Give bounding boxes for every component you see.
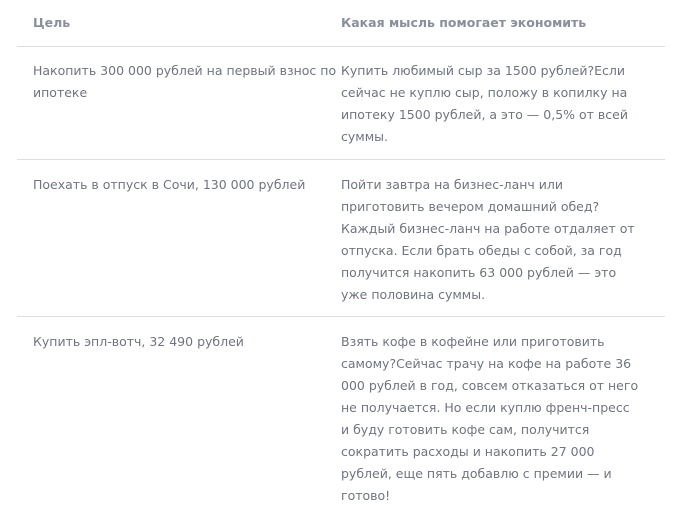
header-thought: Какая мысль помогает экономить: [341, 15, 587, 30]
table-row: [17, 317, 665, 502]
thought-cell: Купить любимый сыр за 1500 рублей?Если сейчас не куплю сыр, положу в копилку на ипотеку 1500 рублей, а это — 0,5% от всей суммы.: [341, 63, 628, 144]
thought-cell: Пойти завтра на бизнес-ланч или приготовить вечером домашний обед?Каждый бизнес-ланч на работе отдаляет от отпуска. Если брать обеды с собой, за год получится накопить 63 000 рублей — это уже половина суммы.: [341, 177, 635, 302]
goal-cell: Накопить 300 000 рублей на первый взнос по ипотеке: [33, 63, 337, 100]
savings-table: [17, 0, 665, 502]
table-row: [17, 160, 665, 317]
table-row: [17, 47, 665, 160]
table-header-row: [17, 0, 665, 47]
header-goal: Цель: [33, 15, 71, 30]
goal-cell: Купить эпл-вотч, 32 490 рублей: [33, 334, 244, 349]
thought-cell: Взять кофе в кофейне или приготовить самому?Сейчас трачу на кофе на работе 36 000 рублей в год, совсем отказаться от него не получается. Но если куплю френч-пресс и буду готовить кофе сам, получится сократить расходы и накопить 27 000 рублей, еще пять добавлю с премии — и готово!: [341, 334, 639, 503]
goal-cell: Поехать в отпуск в Сочи, 130 000 рублей: [33, 177, 306, 192]
